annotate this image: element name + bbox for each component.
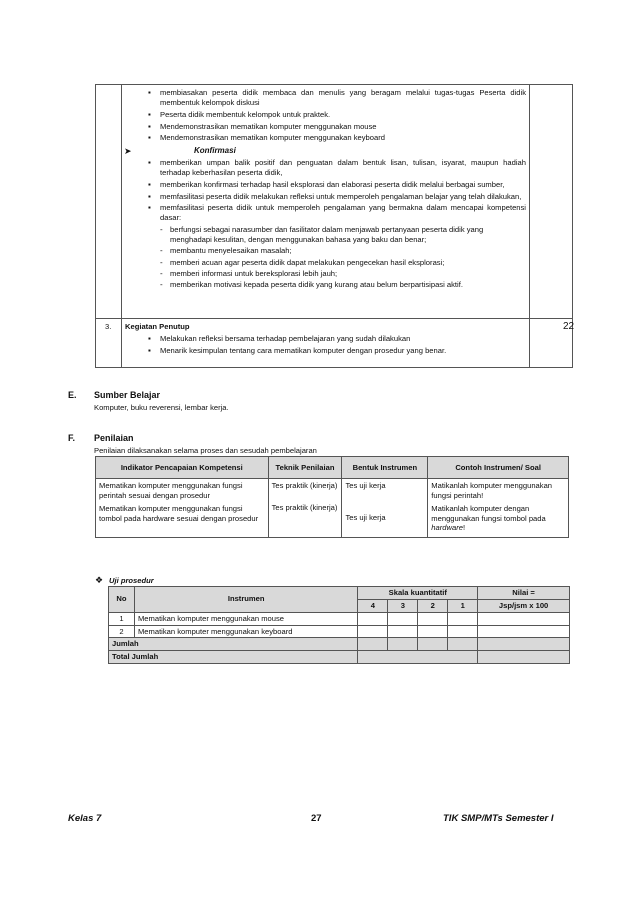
list-item: ▪ memberikan konfirmasi terhadap hasil eksplorasi dan elaborasi peserta didik melalui berbagai sumber, xyxy=(148,180,526,190)
scale-header: 2 xyxy=(418,599,448,612)
list-item: ▪ Melakukan refleksi bersama terhadap pembelajaran yang sudah dilakukan xyxy=(148,334,526,344)
section-f-letter: F. xyxy=(68,433,76,443)
column-header: Skala kuantitatif xyxy=(358,587,478,600)
dash-item: - memberi informasi untuk bereksplorasi lebih jauh; xyxy=(160,269,526,279)
dash-item: - membantu menyelesaikan masalah; xyxy=(160,246,526,256)
table-cell: 2 xyxy=(109,625,135,638)
list-item: ▪ Mendemonstrasikan mematikan komputer menggunakan keyboard xyxy=(148,133,526,143)
table-row xyxy=(109,612,570,625)
list-item: ▪ memberikan umpan balik positif dan penguatan dalam bentuk lisan, tulisan, isyarat, maupun hadiah terhadap keberhasilan peserta didik, xyxy=(148,158,526,178)
penutup-number: 3. xyxy=(105,322,112,331)
column-header: No xyxy=(109,587,135,613)
contoh-italic: hardware xyxy=(431,523,463,533)
section-e-text: Komputer, buku reverensi, lembar kerja. xyxy=(94,403,229,412)
footer-left: Kelas 7 xyxy=(68,813,102,824)
contoh-suffix: ! xyxy=(462,523,466,533)
dash-item: - memberi acuan agar peserta didik dapat melakukan pengecekan hasil eksplorasi; xyxy=(160,258,526,268)
column-divider xyxy=(529,85,530,367)
list-item: ▪ Menarik kesimpulan tentang cara mematikan komputer dengan prosedur yang benar. xyxy=(148,346,526,356)
table-cell: Mematikan komputer menggunakan fungsi tombol pada hardware sesuai dengan prosedur xyxy=(99,503,259,523)
table-cell: Tes praktik (kinerja) xyxy=(271,502,338,512)
footer-page-number: 27 xyxy=(311,813,322,824)
table-cell: Mematikan komputer menggunakan keyboard xyxy=(134,625,357,638)
column-header: Teknik Penilaian xyxy=(268,457,342,479)
table-cell: 1 xyxy=(109,612,135,625)
column-header: Bentuk Instrumen xyxy=(342,457,428,479)
penilaian-table xyxy=(95,456,569,538)
table-cell: Matikanlah komputer menggunakan fungsi perintah! xyxy=(431,481,553,500)
table-cell: Mematikan komputer menggunakan mouse xyxy=(134,612,357,625)
total-jumlah-label: Total Jumlah xyxy=(109,651,358,664)
section-e-letter: E. xyxy=(68,390,77,400)
table-cell: Tes praktik (kinerja) xyxy=(271,481,338,490)
footer-right: TIK SMP/MTs Semester I xyxy=(443,813,554,824)
side-page-number: 22 xyxy=(563,321,575,332)
activity-bullets xyxy=(148,88,526,145)
penutup-bullets xyxy=(148,334,526,358)
row-divider xyxy=(96,318,572,319)
uji-title: Uji prosedur xyxy=(109,576,154,585)
column-header: Instrumen xyxy=(134,587,357,613)
table-row xyxy=(109,638,570,651)
dash-item: - berfungsi sebagai narasumber dan fasilitator dalam menjawab pertanyaan peserta didik yang menghadapi kesulitan, dengan menggunakan bahasa yang baku dan benar; xyxy=(160,225,526,245)
table-cell: Tes uji kerja xyxy=(345,481,386,490)
table-cell: Mematikan komputer menggunakan fungsi perintah sesuai dengan prosedur xyxy=(99,481,243,500)
scale-header: 4 xyxy=(358,599,388,612)
list-item: ▪ Peserta didik membentuk kelompok untuk praktek. xyxy=(148,110,526,120)
jumlah-label: Jumlah xyxy=(109,638,358,651)
scale-header: 3 xyxy=(388,599,418,612)
penutup-title: Kegiatan Penutup xyxy=(125,322,190,331)
list-item-text: memfasilitasi peserta didik untuk memperoleh pengalaman yang bermakna dalam mencapai kompetensi dasar: xyxy=(160,203,526,223)
konfirmasi-title: Konfirmasi xyxy=(194,146,236,155)
section-f-title: Penilaian xyxy=(94,433,134,443)
dash-list xyxy=(160,225,526,290)
list-item xyxy=(148,203,526,290)
table-row xyxy=(96,479,569,538)
list-item: ▪ membiasakan peserta didik membaca dan menulis yang beragam melalui tugas-tugas Peserta didik membentuk kelompok diskusi xyxy=(148,88,526,108)
table-cell xyxy=(428,504,568,538)
scale-header: 1 xyxy=(448,599,478,612)
table-row xyxy=(109,625,570,638)
dash-item: - memberikan motivasi kepada peserta didik yang kurang atau belum berpartisipasi aktif. xyxy=(160,280,526,290)
column-divider xyxy=(121,85,122,367)
list-item: ▪ Mendemonstrasikan mematikan komputer menggunakan mouse xyxy=(148,122,526,132)
column-header: Indikator Pencapaian Kompetensi xyxy=(96,457,269,479)
column-header: Contoh Instrumen/ Soal xyxy=(428,457,569,479)
table-cell: Tes uji kerja xyxy=(345,512,386,522)
section-f-text: Penilaian dilaksanakan selama proses dan sesudah pembelajaran xyxy=(94,446,317,455)
section-e-title: Sumber Belajar xyxy=(94,390,161,400)
konfirmasi-bullets xyxy=(148,158,526,292)
contoh-text: Matikanlah komputer dengan menggunakan fungsi tombol pada xyxy=(431,503,546,523)
uji-table xyxy=(108,586,570,664)
table-row xyxy=(109,651,570,664)
list-item: ▪ memfasilitasi peserta didik melakukan refleksi untuk memperoleh pengalaman belajar yang telah dilakukan, xyxy=(148,192,526,202)
column-header: Nilai = xyxy=(478,587,570,600)
diamond-bullet-icon: ❖ xyxy=(95,575,104,585)
column-header: Jsp/jsm x 100 xyxy=(478,599,570,612)
arrow-bullet-icon: ➤ xyxy=(124,146,132,156)
